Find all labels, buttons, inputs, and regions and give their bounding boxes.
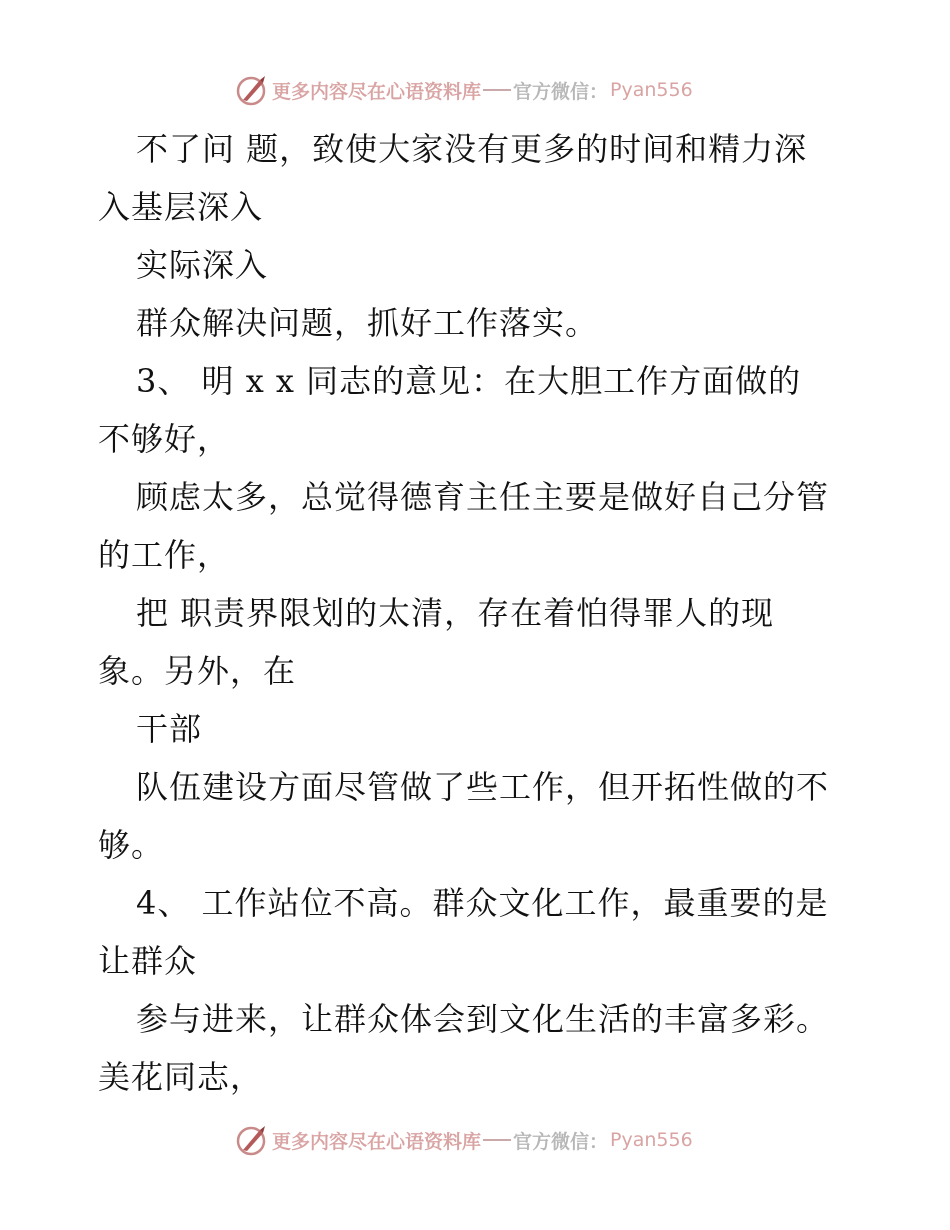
watermark-site-text: 更多内容尽在心语资料库 <box>272 1130 482 1153</box>
text-line: 象。另外，在 <box>98 652 297 690</box>
text-line: 不了问 题，致使大家没有更多的时间和精力深 <box>136 130 808 168</box>
text-line: 实际深入 <box>136 246 269 284</box>
header-watermark <box>234 72 693 108</box>
text-line: 不够好， <box>98 420 231 458</box>
text-line: 群众解决问题，抓好工作落实。 <box>136 304 599 342</box>
text-line: 够。 <box>98 826 165 864</box>
watermark-dash <box>483 89 511 91</box>
text-line: 的工作， <box>98 536 231 574</box>
text-line: 入基层深入 <box>98 188 264 226</box>
text-line: 干部 <box>136 710 203 748</box>
watermark-wechat-label: 官方微信： <box>513 1130 609 1153</box>
text-line: 让群众 <box>98 942 198 980</box>
text-line: 4、 工作站位不高。群众文化工作，最重要的是 <box>136 884 829 922</box>
text-line: 3、 明 x x 同志的意见：在大胆工作方面做的 <box>136 362 802 400</box>
text-line: 顾虑太多，总觉得德育主任主要是做好自己分管 <box>136 478 830 516</box>
watermark-wechat-label: 官方微信： <box>513 80 609 103</box>
text-line: 参与进来，让群众体会到文化生活的丰富多彩。 <box>136 1000 830 1038</box>
document-body <box>98 120 858 1106</box>
footer-watermark <box>234 1122 693 1158</box>
text-line: 把 职责界限划的太清，存在着怕得罪人的现 <box>136 594 775 632</box>
watermark-dash <box>483 1139 511 1141</box>
quill-pen-logo-icon <box>234 1123 268 1157</box>
watermark-site-text: 更多内容尽在心语资料库 <box>272 80 482 103</box>
watermark-wechat-id: Pyan556 <box>610 1129 693 1151</box>
watermark-wechat-id: Pyan556 <box>610 79 693 101</box>
text-line: 队伍建设方面尽管做了些工作，但开拓性做的不 <box>136 768 830 806</box>
quill-pen-logo-icon <box>234 73 268 107</box>
text-line: 美花同志， <box>98 1058 264 1096</box>
